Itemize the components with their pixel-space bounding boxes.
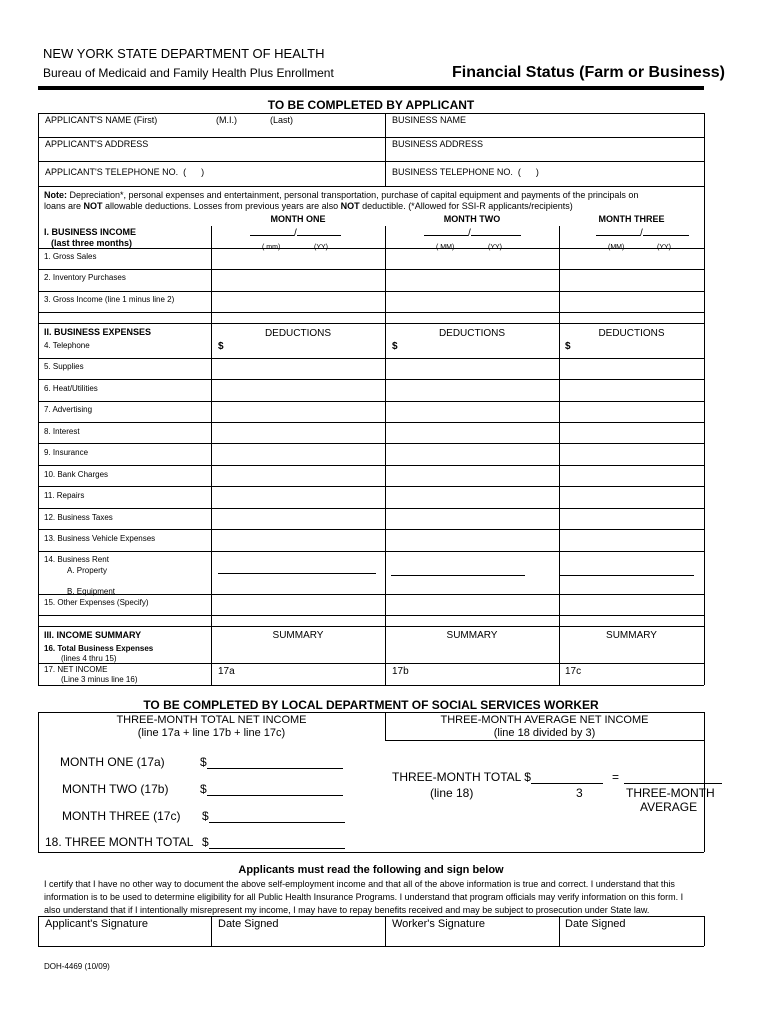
applicant-telephone-field[interactable]: APPLICANT'S TELEPHONE NO. ( ) <box>45 167 205 177</box>
total-net-income-heading: THREE-MONTH TOTAL NET INCOME <box>116 714 307 726</box>
average-net-income-heading: THREE-MONTH AVERAGE NET INCOME <box>440 714 649 726</box>
deductions-header-3: DEDUCTIONS <box>598 328 665 339</box>
worker-month-one-label: MONTH ONE (17a) <box>60 755 165 769</box>
rent-property-blank-1[interactable] <box>218 573 376 574</box>
header-rule <box>38 86 704 90</box>
month-two-mm-label: ( MM) <box>436 244 455 251</box>
expense-line-14a: A. Property <box>67 566 108 575</box>
expense-line-5: 5. Supplies <box>44 362 84 371</box>
month-one-mm-label: ( mm) <box>262 244 281 251</box>
average-result-field[interactable] <box>624 771 722 784</box>
net-income-17c[interactable]: 17c <box>565 666 582 677</box>
expense-line-4: 4. Telephone <box>44 341 90 350</box>
month-two-yy-label: (YY) <box>488 244 502 251</box>
expense-line-14: 14. Business Rent <box>44 555 109 564</box>
dollar-sign-3: $ <box>565 341 571 352</box>
agency-name: NEW YORK STATE DEPARTMENT OF HEALTH <box>43 46 325 61</box>
applicant-mi-field[interactable]: (M.I.) <box>216 115 237 125</box>
summary-line-16: 16. Total Business Expenses <box>44 644 154 653</box>
applicant-first-name-field[interactable]: APPLICANT'S NAME (First) <box>45 115 158 125</box>
worker-date-field[interactable]: Date Signed <box>565 918 626 930</box>
average-calc-divisor: 3 <box>576 786 583 800</box>
applicant-signature-field[interactable]: Applicant's Signature <box>45 918 148 930</box>
signature-section-title: Applicants must read the following and sign below <box>238 864 504 876</box>
net-income-17a[interactable]: 17a <box>218 666 235 677</box>
applicant-date-field[interactable]: Date Signed <box>218 918 279 930</box>
income-line-1: 1. Gross Sales <box>44 252 97 261</box>
deductions-note: Note: Depreciation*, personal expenses and entertainment, personal transportation, purchase of capital equipment and payments of the principals on loans are NOT allowable deductions. Losses from previous years are also NOT deductible. (*Allowed for SSI-R applicants/recipients) <box>44 190 639 211</box>
average-net-income-subheading: (line 18 divided by 3) <box>493 727 596 739</box>
average-calc-equals: = <box>612 770 620 784</box>
expense-line-15: 15. Other Expenses (Specify) <box>44 598 149 607</box>
expense-line-14b: B. Equipment <box>67 587 116 596</box>
worker-month-two-label: MONTH TWO (17b) <box>62 782 169 796</box>
summary-line-17: 17. NET INCOME <box>44 665 108 674</box>
summary-header-3: SUMMARY <box>606 630 657 641</box>
worker-month-three-label: MONTH THREE (17c) <box>62 809 181 823</box>
certification-text: I certify that I have no other way to document the above self-employment income and that all of the above information is true and correct. I understand that this information is to be used to determine eligibility for all Public Health Insurance Programs. I understand that program officials may verify information on this form. I also understand that if I intentionally misrepresent my income, I may have to repay benefits received and may be subject to prosecution under State law. <box>44 879 684 915</box>
expense-line-13: 13. Business Vehicle Expenses <box>44 534 156 543</box>
expense-line-7: 7. Advertising <box>44 405 93 414</box>
applicant-address-field[interactable]: APPLICANT'S ADDRESS <box>45 139 149 149</box>
expense-line-6: 6. Heat/Utilities <box>44 384 98 393</box>
average-result-label-1: THREE-MONTH <box>626 786 715 800</box>
deductions-header-1: DEDUCTIONS <box>264 328 332 339</box>
total-net-income-subheading: (line 17a + line 17b + line 17c) <box>137 727 286 739</box>
rent-property-blank-2[interactable] <box>391 575 525 576</box>
expense-line-10: 10. Bank Charges <box>44 470 109 479</box>
income-line-3: 3. Gross Income (line 1 minus line 2) <box>44 295 175 304</box>
bureau-name: Bureau of Medicaid and Family Health Plus Enrollment <box>43 66 334 80</box>
average-result-label-2: AVERAGE <box>640 800 698 814</box>
summary-header-1: SUMMARY <box>272 630 324 641</box>
three-month-total-label: 18. THREE MONTH TOTAL <box>45 835 194 849</box>
month-three-date-field[interactable]: / <box>596 226 689 239</box>
income-summary-heading: III. INCOME SUMMARY <box>44 630 142 640</box>
average-calc-line18: (line 18) <box>430 786 474 800</box>
business-telephone-field[interactable]: BUSINESS TELEPHONE NO. ( ) <box>392 167 539 177</box>
expense-line-8: 8. Interest <box>44 427 80 436</box>
business-income-heading: I. BUSINESS INCOME <box>44 227 137 237</box>
worker-month-two-field[interactable]: $ <box>200 782 343 796</box>
month-two-header: MONTH TWO <box>443 214 501 224</box>
month-three-mm-label: (MM) <box>608 244 625 251</box>
average-calc-total[interactable]: THREE-MONTH TOTAL $ <box>392 770 603 784</box>
dollar-sign-2: $ <box>392 341 398 352</box>
three-month-total-field[interactable]: $ <box>202 835 345 849</box>
worker-month-one-field[interactable]: $ <box>200 755 343 769</box>
dollar-sign-1: $ <box>218 341 224 352</box>
expense-line-11: 11. Repairs <box>44 491 85 500</box>
expense-line-9: 9. Insurance <box>44 448 89 457</box>
summary-header-2: SUMMARY <box>446 630 498 641</box>
worker-month-three-field[interactable]: $ <box>202 809 345 823</box>
business-address-field[interactable]: BUSINESS ADDRESS <box>392 139 484 149</box>
income-line-2: 2. Inventory Purchases <box>44 273 126 282</box>
summary-line-16-sub: (lines 4 thru 15) <box>61 654 117 663</box>
business-expenses-heading: II. BUSINESS EXPENSES <box>44 327 152 337</box>
applicant-section-title: TO BE COMPLETED BY APPLICANT <box>267 98 475 112</box>
applicant-last-name-field[interactable]: (Last) <box>270 115 294 125</box>
expense-line-12: 12. Business Taxes <box>44 513 113 522</box>
month-three-header: MONTH THREE <box>598 214 665 224</box>
business-income-subheading: (last three months) <box>51 238 133 248</box>
month-three-yy-label: (YY) <box>657 244 671 251</box>
worker-section-title: TO BE COMPLETED BY LOCAL DEPARTMENT OF SOCIAL SERVICES WORKER <box>143 698 599 712</box>
month-two-date-field[interactable]: / <box>424 226 521 239</box>
deductions-header-2: DEDUCTIONS <box>438 328 506 339</box>
summary-line-17-sub: (Line 3 minus line 16) <box>61 675 138 684</box>
month-one-header: MONTH ONE <box>270 214 326 224</box>
month-one-date-field[interactable]: / <box>250 226 341 239</box>
business-name-field[interactable]: BUSINESS NAME <box>392 115 467 125</box>
form-id: DOH-4469 (10/09) <box>44 962 110 971</box>
rent-property-blank-3[interactable] <box>560 575 694 576</box>
form-title: Financial Status (Farm or Business) <box>452 64 725 81</box>
net-income-17b[interactable]: 17b <box>392 666 409 677</box>
month-one-yy-label: (YY) <box>314 244 328 251</box>
worker-signature-field[interactable]: Worker's Signature <box>392 918 485 930</box>
